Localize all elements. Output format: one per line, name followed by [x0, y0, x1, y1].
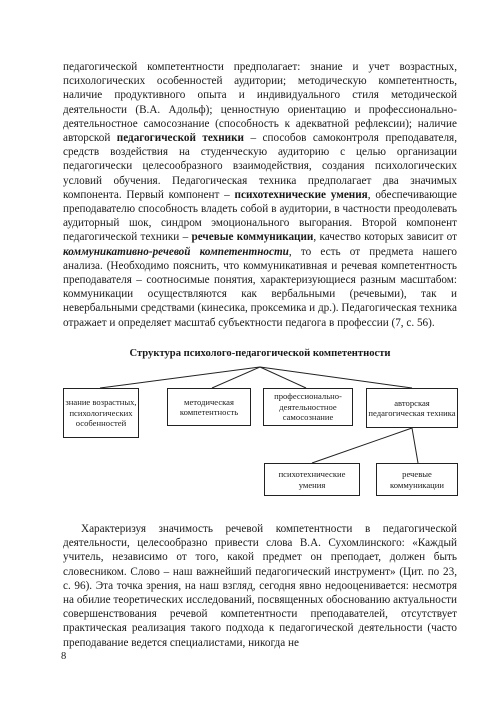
connector-speech: [412, 428, 418, 463]
term-speech-communications: речевые коммуникации: [191, 231, 314, 244]
diagram-box-methodical: [167, 388, 251, 426]
text-run: , то есть от предмета нашего анализа. (Необходимо пояснить, что коммуникативная и речевая компетентность преподавателя – соотносимые понятия, характеризующиеся разным масштабом: коммуникации осуществляются как вербальными (речевыми), так и невербальными средствами (кинесика, проксемика и др.). Педагогическая техника отражает и определяет масштаб субъектности педагога в профессии (7, с. 56).: [63, 245, 457, 329]
diagram-box-knowledge: [63, 388, 139, 438]
diagram-box-label: знание возрастных, психологических особенностей: [65, 397, 137, 429]
diagram-box-professional: [263, 388, 353, 426]
connector-psychotech: [312, 428, 412, 463]
diagram-title: Структура психолого-педагогической компетентности: [129, 348, 391, 359]
diagram-box-psychotech: [264, 463, 360, 496]
diagram-box-speech: [376, 463, 458, 496]
term-pedagogical-technique: педагогической техники: [116, 132, 244, 145]
page-number: 8: [61, 651, 67, 662]
text-run: , качество которых зависит от: [313, 231, 457, 244]
diagram-box-label: психотехнические умения: [278, 469, 346, 490]
paragraph-2: [63, 522, 457, 650]
term-psychotechnical-skills: психотехнические умения: [234, 188, 368, 201]
text-run: , обеспечивающие преподавателю способность владеть собой в аудитории, в частности преодолевать аудиторный шок, синдром эмоционального выгорания. Второй компонент педагогической техники –: [63, 188, 457, 244]
paragraph-2-text: Характеризуя значимость речевой компетентности в педагогической деятельности, целесообразно привести слова В.А. Сухомлинского: «Каждый учитель, независимо от того, какой предмет он преподает, должен быть словесником. Слово – наш важнейший педагогический инструмент» (Цит. по 23, с. 96). Эта точка зрения, на наш взгляд, сегодня явно недооценивается: несмотря на обилие теоретических исследований, посвященных обоснованию актуальности совершенствования речевой компетентности преподавателей, отсутствует практическая реализация такого подхода к педагогической деятельности (часто преподавание ведется специалистами, никогда не: [63, 523, 457, 649]
text-run: педагогической компетентности предполагает: знание и учет возрастных, психологических особенностей аудитории; методическую компетентность, наличие продуктивного опыта и индивидуального стиля методической деятельности (В.А. Адольф); ценностную ориентацию и профессионально-деятельностное самосознание (способность к адекватной рефлексии); наличие авторской: [63, 61, 457, 145]
text-run: – способов самоконтроля преподавателя, средств воздействия на студенческую аудиторию с целью организации педагогически целесообразного взаимодействия, создания психологических условий обучения. Педагогическая техника предполагает два значимых компонента. Первый компонент –: [63, 132, 457, 201]
diagram-box-authorial: [366, 388, 458, 428]
diagram-box-label: речевые коммуникации: [390, 469, 444, 490]
diagram-box-label: методическая компетентность: [179, 396, 239, 417]
term-communicative-speech-competence: коммуникативно-речевой компетентности: [63, 245, 289, 258]
diagram-box-label: авторская педагогическая техника: [368, 397, 456, 418]
diagram-box-label: профессионально-деятельностное самосознание: [274, 391, 342, 423]
